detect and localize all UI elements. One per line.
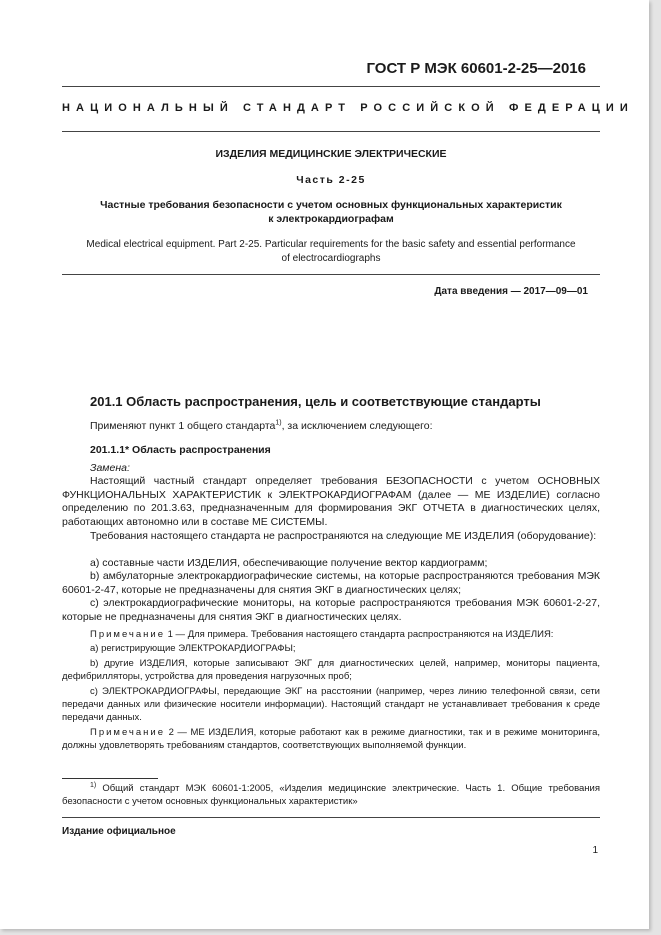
english-title-line-1: Medical electrical equipment. Part 2-25. Particular requirements for the basic safety and essential performance [86, 239, 576, 250]
footnote-ref: 1) [275, 419, 282, 427]
note-1 [62, 628, 600, 641]
standard-title: ИЗДЕЛИЯ МЕДИЦИНСКИЕ ЭЛЕКТРИЧЕСКИЕ [215, 148, 447, 160]
exclusions-paragraph: Требования настоящего стандарта не распространяются на следующие МЕ ИЗДЕЛИЯ (оборудование): [90, 530, 597, 542]
scope-paragraph: Настоящий частный стандарт определяет требования БЕЗОПАСНОСТИ с учетом ОСНОВНЫХ ФУНКЦИОНАЛЬНЫХ ХАРАКТЕРИСТИК к ЭЛЕКТРОКАРДИОГРАФАМ (далее — МЕ ИЗДЕЛИЕ) согласно определению по 201.3.63, предназначенным для формирования ЭКГ ОТЧЕТА в диагностических целях, работающих автономно или в составе МЕ СИСТЕМЫ. [62, 475, 600, 528]
applied-text: Применяют пункт 1 общего стандарта [90, 420, 276, 432]
national-standard-banner: НАЦИОНАЛЬНЫЙ СТАНДАРТ РОССИЙСКОЙ ФЕДЕРАЦИИ [62, 102, 634, 114]
note-1-text: 1 — Для примера. Требования настоящего стандарта распространяются на ИЗДЕЛИЯ: [165, 629, 554, 640]
exclusion-item-a: а) составные части ИЗДЕЛИЯ, обеспечивающие получение вектор кардиограмм; [90, 557, 488, 569]
banner-rule [62, 131, 600, 132]
subsection-number: 201.1.1* [90, 444, 130, 456]
official-edition-label: Издание официальное [62, 826, 176, 837]
section-heading: 201.1 Область распространения, цель и соответствующие стандарты [90, 394, 541, 409]
footnote-separator [62, 778, 158, 779]
note-1-label: Примечание [90, 629, 165, 640]
note-1-item-c: c) ЭЛЕКТРОКАРДИОГРАФЫ, передающие ЭКГ на расстоянии (например, через линию телефонной связи, сети передачи данных или физические носители информации). Настоящий стандарт не устанавливает требования к среде передачи данных. [62, 686, 600, 723]
note-2-label: Примечание [90, 727, 165, 738]
english-title-line-2: of electrocardiographs [281, 253, 381, 264]
subsection-heading [62, 444, 600, 458]
note-1-item-b: b) другие ИЗДЕЛИЯ, которые записывают ЭКГ для диагностических целей, например, мониторы пациента, дефибрилляторы, устройства для проведения нагрузочных проб; [62, 658, 600, 682]
english-title [62, 238, 600, 266]
title-rule [62, 274, 600, 275]
part-number: Часть 2-25 [296, 174, 366, 186]
note-1-item-a: а) регистрирующие ЭЛЕКТРОКАРДИОГРАФЫ; [90, 643, 296, 654]
exclusion-item-c: c) электрокардиографические мониторы, на которые распространяются требования МЭК 60601-2-27, которые не предназначены для снятия ЭКГ в диагностических целях. [62, 597, 600, 623]
exclusion-item-b: b) амбулаторные электрокардиографические системы, на которые распространяются требования МЭК 60601-2-47, которые не предназначены для снятия ЭКГ в диагностических целях; [62, 570, 600, 596]
subtitle-line-2: к электрокардиографам [268, 213, 394, 225]
subsection-title: Область распространения [129, 444, 271, 456]
replacement-label: Замена: [90, 462, 130, 474]
standard-subtitle [62, 198, 600, 226]
footnote-marker: 1) [90, 781, 97, 789]
page-number: 1 [592, 845, 598, 856]
note-2 [62, 726, 600, 752]
header-rule [62, 86, 600, 87]
applied-text-tail: , за исключением следующего: [281, 420, 433, 432]
footer-rule [62, 817, 600, 818]
applied-paragraph [62, 420, 600, 434]
note-2-text: 2 — МЕ ИЗДЕЛИЯ, которые работают как в режиме диагностики, так и в режиме мониторинга, должны удовлетворять требованиям стандартов, соответствующих выполняемой функции. [62, 727, 600, 751]
document-code: ГОСТ Р МЭК 60601-2-25—2016 [366, 60, 586, 77]
introduction-date: Дата введения — 2017—09—01 [434, 286, 588, 297]
footnote-text: Общий стандарт МЭК 60601-1:2005, «Изделия медицинские электрические. Часть 1. Общие требования безопасности с учетом основных функциональных характеристик» [62, 783, 600, 807]
footnote [62, 782, 600, 808]
subtitle-line-1: Частные требования безопасности с учетом основных функциональных характеристик [100, 199, 562, 211]
